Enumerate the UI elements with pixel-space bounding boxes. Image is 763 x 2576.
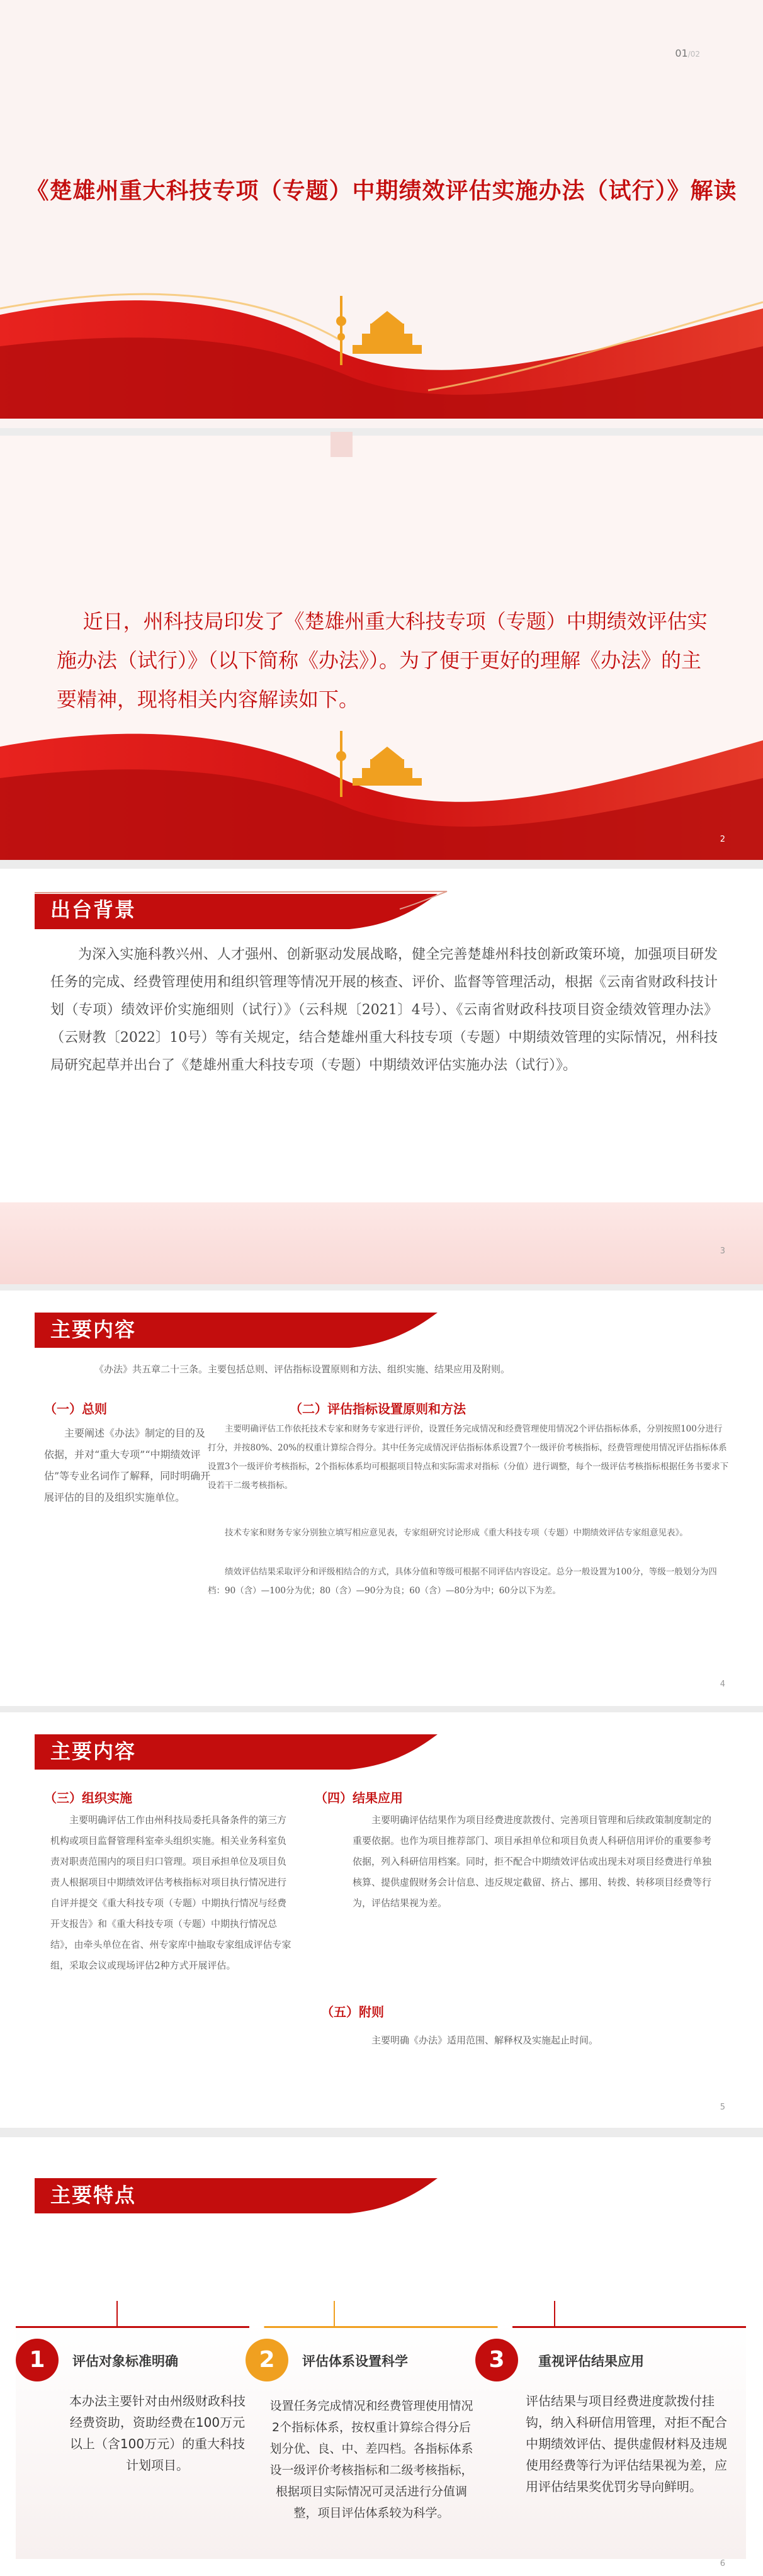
page-current: 01 [675, 47, 688, 59]
feature-body-3: 评估结果与项目经费进度款拨付挂钩，纳入科研信用管理，对拒不配合中期绩效评估、提供虚假材料及违规使用经费等行为评估结果视为差，应用评估结果奖优罚劣导向鲜明。 [526, 2393, 727, 2494]
page-number: 5 [720, 2103, 725, 2112]
slide-intro [0, 432, 763, 860]
feature-title-1: 评估对象标准明确 [72, 2354, 178, 2369]
section-title: 主要特点 [50, 2183, 137, 2207]
red-ribbon-banner-bottom [0, 709, 763, 860]
feature-connector-2 [334, 2301, 335, 2326]
page-total: /02 [687, 50, 700, 59]
footer-band [0, 1202, 763, 1284]
section-title: 主要内容 [50, 1739, 137, 1763]
lead-text: 《办法》共五章二十三条。主要包括总则、评估指标设置原则和方法、组织实施、结果应用及附则。 [94, 1364, 511, 1375]
feature-body-1: 本办法主要针对由州级财政科技经费资助，资助经费在100万元以上（含100万元）的重大科技计划项目。 [69, 2393, 246, 2473]
feature-connector-3 [554, 2301, 555, 2326]
slide-background [0, 869, 763, 1284]
supplementary-text: 主要明确《办法》适用范围、解释权及实施起止时间。 [371, 2035, 599, 2046]
application-text: 主要明确评估结果作为项目经费进度款拨付、完善项目管理和后续政策制度制定的重要依据。也作为项目推荐部门、项目承担单位和项目负责人科研信用评价的重要参考依据，列入科研信用档案。同时，拒不配合中期绩效评估或出现未对项目经费进行单独核算、提供虚假财务会计信息、违反规定截留、挤占、挪用、转拨、转移项目经费等行为，评估结果视为差。 [353, 1814, 712, 1909]
heading-implementation: （三）组织实施 [44, 1790, 132, 1805]
features-divider [16, 2326, 746, 2328]
red-ribbon-banner [0, 271, 763, 428]
feature-number-2: 2 [246, 2339, 288, 2381]
slide-content-1 [0, 1291, 763, 1706]
section-title: 主要内容 [50, 1318, 137, 1342]
section-title: 出台背景 [50, 898, 137, 922]
feature-number-3: 3 [475, 2339, 518, 2381]
slide-content-2 [0, 1712, 763, 2128]
slide-features [0, 2137, 763, 2576]
intro-paragraph: 近日，州科技局印发了《楚雄州重大科技专项（专题）中期绩效评估实施办法（试行）》（以下简称《办法》）。为了便于更好的理解《办法》的主要精神，现将相关内容解读如下。 [57, 609, 708, 711]
background-paragraph: 为深入实施科教兴州、人才强州、创新驱动发展战略，健全完善楚雄州科技创新政策环境，加强项目研发任务的完成、经费管理使用和组织管理等情况开展的核查、评价、监督等管理活动，根据《云南省财政科技计划（专项）绩效评价实施细则（试行）》（云科规〔2021〕4号）、《云南省财政科技项目资金绩效管理办法》（云财教〔2022〕10号）等有关规定，结合楚雄州重大科技专项（专题）中期绩效管理的实际情况，州科技局研究起草并出台了《楚雄州重大科技专项（专题）中期绩效评估实施办法（试行）》。 [50, 947, 718, 1073]
page-number: 6 [720, 2559, 725, 2568]
feature-number-1: 1 [16, 2339, 59, 2381]
heading-application: （四）结果应用 [315, 1790, 403, 1805]
page-number: 4 [720, 1680, 725, 1689]
top-divider [0, 432, 763, 457]
indicators-text-a: 主要明确评估工作依托技术专家和财务专家进行评价，设置任务完成情况和经费管理使用情况2个评估指标体系，分别按照100分进行打分，并按80%、20%的权重计算综合得分。其中任务完成情况评估指标体系设置7个一级评价考核指标，经费管理使用情况评估指标体系设置3个一级评价考核指标，2个指标体系均可根据项目特点和实际需求对指标（分值）进行调整，每个一级评估考核指标根据任务书要求下设若干二级考核指标。 [208, 1424, 729, 1491]
feature-title-3: 重视评估结果应用 [538, 2354, 644, 2369]
feature-connector-1 [116, 2301, 118, 2326]
feature-body-2: 设置任务完成情况和经费管理使用情况2个指标体系，按权重计算综合得分后划分优、良、中、差四档。各指标体系设一级评价考核指标和二级考核指标，根据项目实际情况可灵活进行分值调整，项目评估体系较为科学。 [269, 2399, 473, 2520]
page-title: 《楚雄州重大科技专项（专题）中期绩效评估实施办法（试行）》解读 [26, 178, 737, 204]
general-text: 主要阐述《办法》制定的目的及依据，并对“重大专项”“中期绩效评估”等专业名词作了解释，同时明确开展评估的目的及组织实施单位。 [44, 1427, 211, 1503]
indicators-text-b: 技术专家和财务专家分别独立填写相应意见表，专家组研究讨论形成《重大科技专项（专题）中期绩效评估专家组意见表》。 [225, 1528, 688, 1538]
page-number: 2 [720, 835, 725, 844]
heading-general: （一）总则 [44, 1401, 107, 1416]
page-indicator [675, 47, 700, 59]
heading-indicators: （二）评估指标设置原则和方法 [290, 1401, 466, 1416]
page-number: 3 [720, 1246, 725, 1256]
slide-title [0, 0, 763, 428]
feature-title-2: 评估体系设置科学 [302, 2354, 408, 2369]
temple-of-heaven-icon [353, 311, 422, 354]
heading-supplementary: （五）附则 [321, 2004, 384, 2020]
indicators-text-c: 绩效评估结果采取评分和评级相结合的方式，具体分值和等级可根据不同评估内容设定。总分一般设置为100分，等级一般划分为四档：90（含）—100分为优；80（含）—90分为良；60（含）—80分为中；60分以下为差。 [208, 1567, 717, 1596]
features-panel [16, 2320, 746, 2559]
implementation-text: 主要明确评估工作由州科技局委托具备条件的第三方机构或项目监督管理科室牵头组织实施。相关业务科室负责对职责范围内的项目归口管理。项目承担单位及项目负责人根据项目中期绩效评估考核指标对项目执行情况进行自评并提交《重大科技专项（专题）中期执行情况与经费开支报告》和《重大科技专项（专题）中期执行情况总结》，由牵头单位在省、州专家库中抽取专家组成评估专家组，采取会议或现场评估2种方式开展评估。 [50, 1814, 291, 1971]
